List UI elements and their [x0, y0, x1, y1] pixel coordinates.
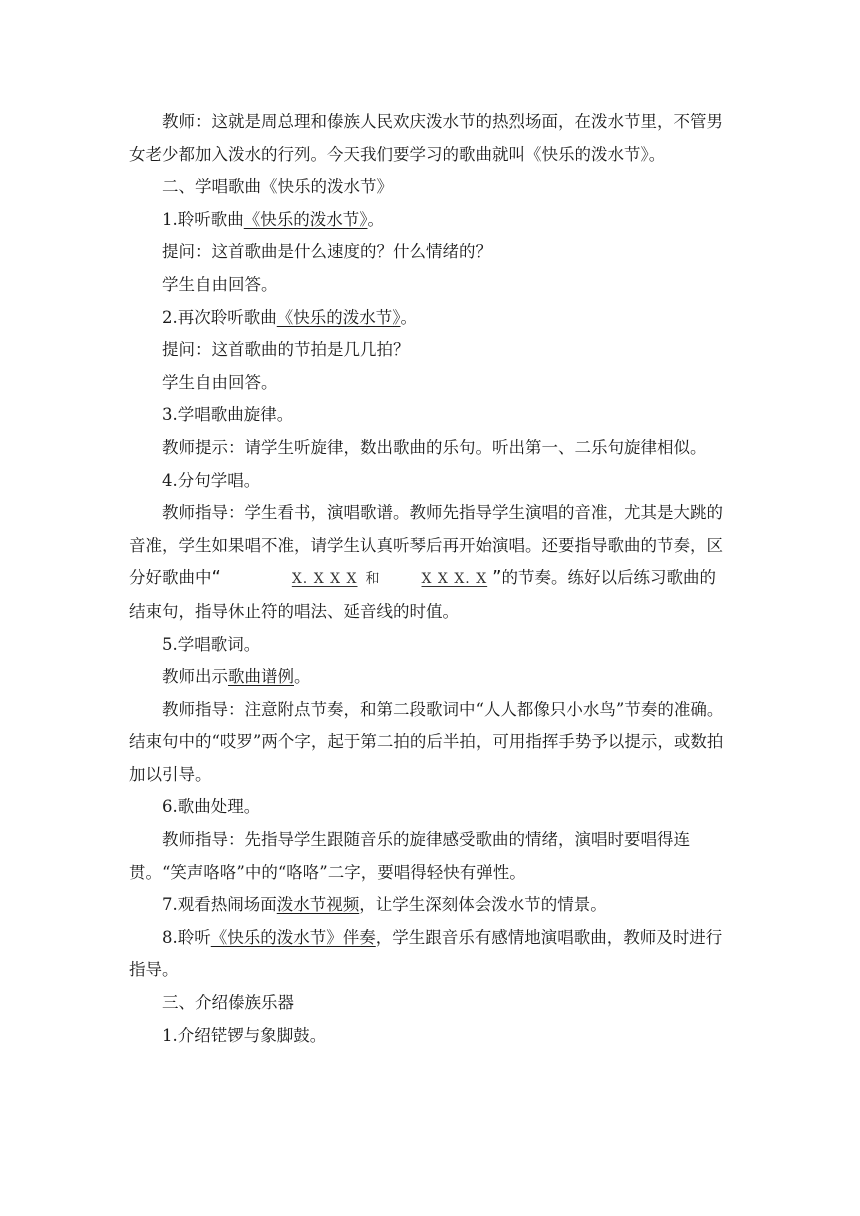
step-7: 7.观看热闹场面泼水节视频，让学生深刻体会泼水节的情景。 [162, 895, 607, 915]
section-heading-3: 三、介绍傣族乐器 [162, 993, 294, 1013]
festival-video-link[interactable]: 泼水节视频 [276, 895, 360, 915]
song-link-1[interactable]: 《快乐的泼水节》 [243, 209, 368, 229]
step-6: 6.歌曲处理。 [162, 797, 261, 817]
teacher-tip-3: 教师提示：请学生听旋律，数出歌曲的乐句。听出第一、二乐句旋律相似。 [162, 437, 707, 457]
rhythm-pattern-2: X X X. X [421, 571, 488, 588]
score-example-link[interactable]: 歌曲谱例 [228, 667, 294, 687]
teacher-guide-4: 教师指导：学生看书，演唱歌谱。教师先指导学生演唱的音准，尤其是大跳的音准，学生如果唱不准，请学生认真听琴后再开始演唱。还要指导歌曲的节奏，区分好歌曲中“ X. X X X 和 X X X. X ”的节奏。练好以后练习歌曲的结束句，指导休止符的唱法、延音线的时值。 [129, 503, 723, 621]
answer-1: 学生自由回答。 [162, 274, 278, 294]
rhythm-pattern-1: X. X X X [291, 571, 358, 588]
step-8: 8.聆听《快乐的泼水节》伴奏，学生跟音乐有感情地演唱歌曲，教师及时进行指导。 [129, 927, 723, 980]
step-3: 3.学唱歌曲旋律。 [162, 405, 294, 425]
rhythm-notation: X. X X X 和 X X X. X [223, 563, 490, 596]
answer-2: 学生自由回答。 [162, 372, 278, 392]
step-2: 2.再次聆听歌曲《快乐的泼水节》。 [162, 307, 417, 327]
step-1: 1.聆听歌曲《快乐的泼水节》。 [162, 209, 384, 229]
accompaniment-link[interactable]: 《快乐的泼水节》伴奏 [210, 927, 376, 947]
section-heading-2: 二、学唱歌曲《快乐的泼水节》 [162, 177, 393, 197]
document-body [129, 106, 731, 1052]
teacher-show-5: 教师出示歌曲谱例。 [162, 667, 311, 687]
teacher-guide-6: 教师指导：先指导学生跟随音乐的旋律感受歌曲的情绪，演唱时要唱得连贯。“笑声咯咯”中的“咯咯”二字，要唱得轻快有弹性。 [129, 830, 690, 882]
question-2: 提问：这首歌曲的节拍是几几拍？ [162, 340, 410, 360]
question-1: 提问：这首歌曲是什么速度的？什么情绪的？ [162, 242, 492, 262]
step-instruments: 1.介绍铓锣与象脚鼓。 [162, 1025, 327, 1045]
teacher-guide-5: 教师指导：注意附点节奏，和第二段歌词中“人人都像只小水鸟”节奏的准确。结束句中的“哎罗”两个字，起于第二拍的后半拍，可用指挥手势予以提示，或数拍加以引导。 [129, 699, 724, 784]
step-5: 5.学唱歌词。 [162, 634, 261, 654]
step-4: 4.分句学唱。 [162, 470, 261, 490]
teacher-intro-paragraph: 教师：这就是周总理和傣族人民欢庆泼水节的热烈场面，在泼水节里，不管男女老少都加入泼水的行列。今天我们要学习的歌曲就叫《快乐的泼水节》。 [129, 112, 723, 164]
song-link-2[interactable]: 《快乐的泼水节》 [276, 307, 401, 327]
